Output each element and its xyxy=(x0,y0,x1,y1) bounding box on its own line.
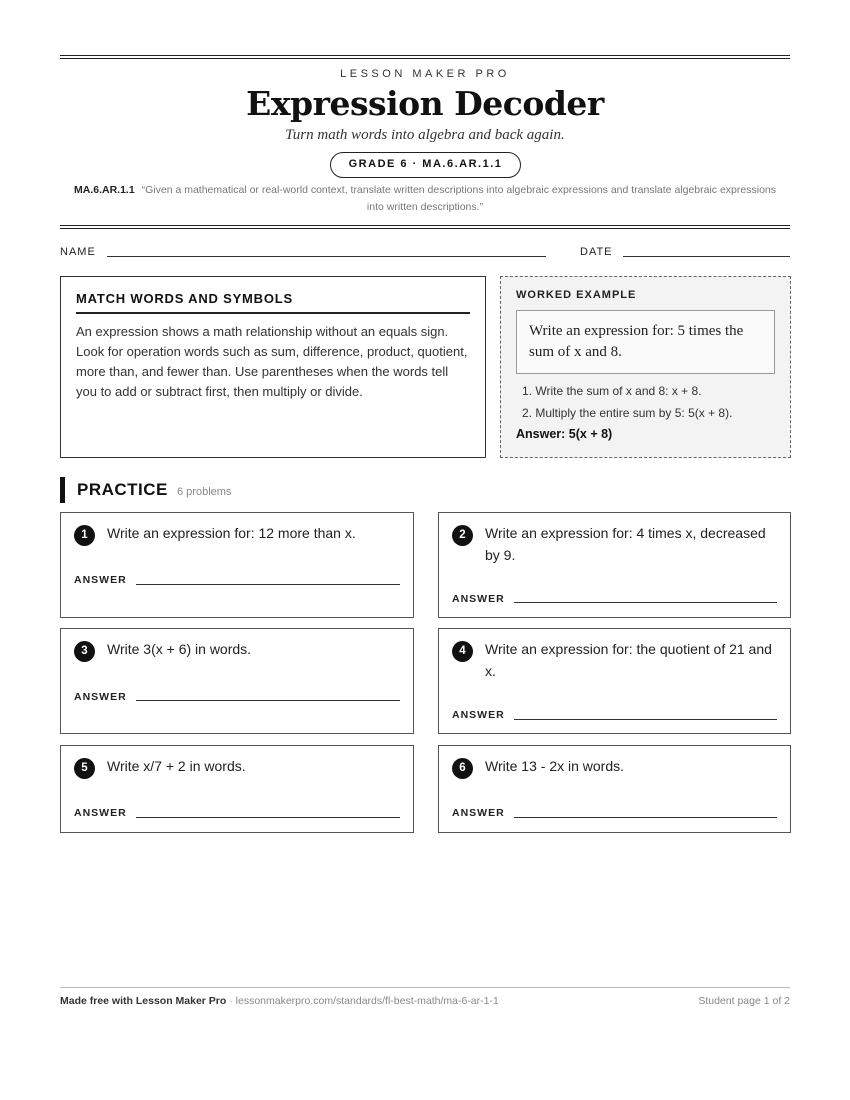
worked-example-step: 2. Multiply the entire sum by 5: 5(x + 8). xyxy=(522,406,733,420)
problem-card-6 xyxy=(438,745,791,833)
answer-line[interactable] xyxy=(514,602,777,603)
worked-example-answer: Answer: 5(x + 8) xyxy=(516,427,613,441)
problem-number-badge: 6 xyxy=(452,758,473,779)
standard-code: MA.6.AR.1.1 xyxy=(74,184,135,196)
answer-label: ANSWER xyxy=(74,691,127,703)
worked-example-question: Write an expression for: 5 times the sum of x and 8. xyxy=(516,310,775,374)
answer-line[interactable] xyxy=(136,817,400,818)
problem-text: Write x/7 + 2 in words. xyxy=(107,758,246,774)
date-field-line[interactable] xyxy=(623,256,790,257)
answer-label: ANSWER xyxy=(452,709,505,721)
answer-line[interactable] xyxy=(514,817,777,818)
problem-card-5 xyxy=(60,745,414,833)
intro-body: An expression shows a math relationship without an equals sign. Look for operation words such as sum, difference, product, quotient, more than, and fewer than. Use parentheses when the words tell you to add or subtract first, then multiply or divide. xyxy=(76,324,468,399)
practice-count: 6 problems xyxy=(177,486,232,498)
grade-badge: GRADE 6 · MA.6.AR.1.1 xyxy=(330,152,521,178)
intro-heading: MATCH WORDS AND SYMBOLS xyxy=(76,291,470,314)
answer-label: ANSWER xyxy=(452,807,505,819)
footer-made-with: Made free with Lesson Maker Pro xyxy=(60,995,227,1007)
problem-number-badge: 2 xyxy=(452,525,473,546)
answer-label: ANSWER xyxy=(74,574,127,586)
worked-example-box xyxy=(500,276,791,458)
standard-text: “Given a mathematical or real-world context, translate written descriptions into algebraic expressions and translate algebraic expressions into written descriptions.” xyxy=(141,184,776,213)
worked-example-step: 1. Write the sum of x and 8: x + 8. xyxy=(522,384,702,398)
worked-example-steps xyxy=(516,380,775,424)
answer-label: ANSWER xyxy=(74,807,127,819)
answer-line[interactable] xyxy=(136,584,400,585)
date-label: DATE xyxy=(580,246,613,258)
standard-description xyxy=(72,182,778,216)
problem-card-2 xyxy=(438,512,791,618)
answer-line[interactable] xyxy=(514,719,777,720)
page-subtitle: Turn math words into algebra and back again. xyxy=(285,127,565,143)
answer-label: ANSWER xyxy=(452,593,505,605)
problem-number-badge: 1 xyxy=(74,525,95,546)
problem-card-4 xyxy=(438,628,791,734)
name-label: NAME xyxy=(60,246,96,258)
problem-card-3 xyxy=(60,628,414,734)
problem-card-1 xyxy=(60,512,414,618)
header-bottom-double-rule xyxy=(60,225,790,229)
problem-number-badge: 3 xyxy=(74,641,95,662)
intro-box xyxy=(60,276,486,458)
footer-credit xyxy=(60,995,499,1007)
answer-line[interactable] xyxy=(136,700,400,701)
problem-text: Write an expression for: 12 more than x. xyxy=(107,525,356,541)
page-title: Expression Decoder xyxy=(246,84,604,123)
top-double-rule xyxy=(60,55,790,59)
footer-url[interactable]: · lessonmakerpro.com/standards/fl-best-math/ma-6-ar-1-1 xyxy=(226,995,499,1007)
brand-name: LESSON MAKER PRO xyxy=(340,68,510,80)
footer-page-number: Student page 1 of 2 xyxy=(698,995,790,1007)
problem-text: Write 3(x + 6) in words. xyxy=(107,641,252,657)
footer-rule xyxy=(60,987,790,988)
name-field-line[interactable] xyxy=(107,256,546,257)
problem-number-badge: 4 xyxy=(452,641,473,662)
practice-accent-bar xyxy=(60,477,65,503)
worked-example-label: WORKED EXAMPLE xyxy=(516,289,637,301)
problem-text: Write an expression for: the quotient of 21 and x. xyxy=(485,641,772,679)
problem-number-badge: 5 xyxy=(74,758,95,779)
problem-text: Write an expression for: 4 times x, decreased by 9. xyxy=(485,525,766,563)
problem-text: Write 13 - 2x in words. xyxy=(485,758,625,774)
practice-title: PRACTICE xyxy=(77,480,168,499)
